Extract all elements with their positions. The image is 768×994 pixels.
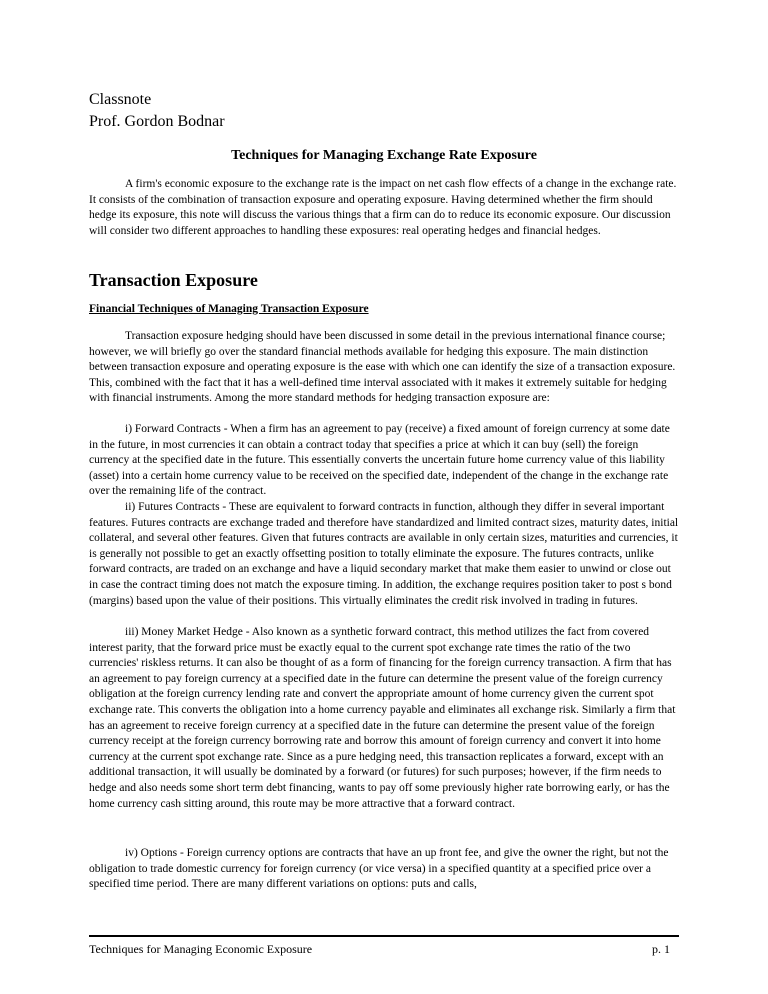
paragraph-text: ii) Futures Contracts - These are equivalent to forward contracts in function, although they differ in several important features. Futures contracts are exchange traded and therefore have standardized and limited contract sizes, maturity dates, initial collateral, and several other features. Given that futures contracts are available in only certain sizes, maturities and currencies, it is generally not possible to get an exactly offsetting position to totally eliminate the exposure. The futures contracts, unlike forward contracts, are traded on an exchange and have a liquid secondary market that make them easier to unwind or close out in case the contract timing does not match the exposure timing. In addition, the exchange requires position taker to post s bond (margins) based upon the value of their positions. This virtually eliminates the credit risk involved in trading in futures. — [89, 501, 679, 607]
classnote-header — [89, 89, 225, 133]
document-title: Techniques for Managing Exchange Rate Exposure — [231, 148, 537, 163]
paragraph-money-market-hedge — [89, 625, 681, 812]
paragraph-text: i) Forward Contracts - When a firm has an agreement to pay (receive) a fixed amount of foreign currency at some date in the future, in most currencies it can obtain a contract today that specifies a price at which it can buy (sell) the foreign currency at the specified date in the future. This essentially converts the uncertain future home currency value of this liability (asset) into a certain home currency value to be received on the specified date, independent of the change in the exchange rate over the remaining life of the contract. — [89, 423, 670, 498]
section-heading: Transaction Exposure — [89, 270, 258, 290]
paragraph-text: Transaction exposure hedging should have been discussed in some detail in the previous international finance course; however, we will briefly go over the standard financial methods available for hedging this exposure. The main distinction between transaction exposure and operating exposure is the ease with which one can identify the size of a transaction exposure. This, combined with the fact that it has a well-defined time interval associated with it makes it extremely suitable for hedging with financial instruments. Among the more standard methods for hedging transaction exposure are: — [89, 330, 676, 405]
intro-text: A firm's economic exposure to the exchange rate is the impact on net cash flow effects of a change in the exchange rate. It consists of the combination of transaction exposure and operating exposure. Having determined whether the firm should hedge its exposure, this note will discuss the various things that a firm can do to reduce its economic exposure. Our discussion will consider two different approaches to handling these exposures: real operating hedges and financial hedges. — [89, 178, 677, 237]
paragraph-futures-contracts — [89, 500, 681, 609]
paragraph-options — [89, 846, 681, 893]
footer-divider — [89, 935, 679, 937]
paragraph-text: iv) Options - Foreign currency options are contracts that have an up front fee, and give the owner the right, but not the obligation to trade domestic currency for foreign currency (or vice versa) in a specified quantity at a specified price over a specified time period. There are many different variations on options: puts and calls, — [89, 847, 669, 891]
intro-paragraph — [89, 177, 681, 239]
page-number: p. 1 — [652, 942, 670, 956]
footer-title: Techniques for Managing Economic Exposure — [89, 942, 313, 956]
header-course-label: Classnote — [89, 91, 152, 108]
header-author: Prof. Gordon Bodnar — [89, 113, 225, 130]
paragraph-overview — [89, 329, 681, 407]
paragraph-text: iii) Money Market Hedge - Also known as a synthetic forward contract, this method utilizes the fact from covered interest parity, that the forward price must be exactly equal to the current spot exchange rate times the ratio of the two currencies' riskless returns. It can also be thought of as a form of financing for the foreign currency transaction. A firm that has an agreement to pay foreign currency at a specified date in the future can determine the present value of the foreign currency obligation at the foreign currency lending rate and convert the appropriate amount of home currency given the current spot exchange rate. This converts the obligation into a home currency payable and eliminates all exchange risk. Similarly a firm that has an agreement to receive foreign currency at a specified date in the future can determine the present value of the foreign currency receipt at the foreign currency borrowing rate and borrow this amount of foreign currency and convert it into home currency at the current spot exchange rate. Since as a pure hedging need, this transaction replicates a forward, except with an additional transaction, it will usually be dominated by a forward (or futures) for such purposes; however, if the firm needs to hedge and also needs some short term debt financing, wants to pay off some previously higher rate borrowing early, or has the home currency cash sitting around, this route may be more attractive that a forward contract. — [89, 626, 676, 810]
subsection-heading: Financial Techniques of Managing Transaction Exposure — [89, 303, 369, 315]
paragraph-forward-contracts — [89, 422, 681, 500]
